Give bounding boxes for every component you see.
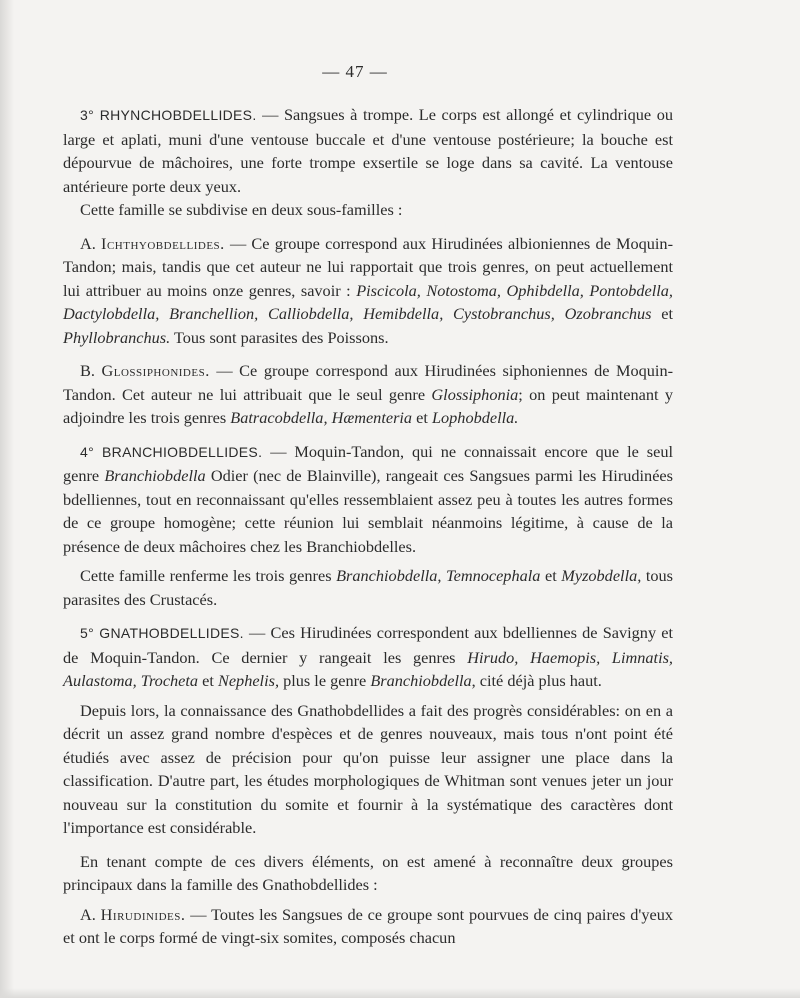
section-heading-branchiobdellides: 4° BRANCHIOBDELLIDES. [80, 443, 263, 460]
section-heading-rhynchobdellides: 3° RHYNCHOBDELLIDES. [80, 107, 257, 123]
paragraph-branchiobdellides-genera: Cette famille renferme les trois genres Branchiobdella, Temnocephala et Myzobdella, tous parasites des Crustacés. [63, 566, 674, 609]
genera-list: Piscicola, Notostoma, Ophibdella, Pontobdella, Dactylobdella, Branchellion, Calliobdella, Hemibdella, Cystobranchus, Ozobranchus [63, 280, 674, 323]
genera-list: Hirudo, Haemopis, Limnatis, Aulastoma, Trocheta [63, 647, 673, 690]
scan-edge-shadow [0, 0, 14, 998]
scan-bottom-shadow [0, 988, 800, 998]
subheading-glossiphonides: Glossiphonides. [101, 361, 210, 380]
genera-list: Branchiobdella, Temnocephala [336, 566, 541, 585]
body-text [63, 103, 673, 950]
paragraph-progress: Depuis lors, la connaissance des Gnathobdellides a fait des progrès considérables: on en a décrit un assez grand nombre d'espèces et de genres nouveaux, mais tous n'ont point été étudiés avec assez de précision pour qu'on puisse leur assigner une place dans la classification. D'autre part, les études morphologiques de Whitman sont venues jeter un jour nouveau sur la constitution du somite et fournir à la systématique des caractères dont l'importance est considérable. [63, 700, 673, 837]
paragraph-glossiphonides: B. Glossiphonides. — Ce groupe correspond aux Hirudinées siphoniennes de Moquin-Tandon. Cet auteur ne lui attribuait que le seul genre Glossiphonia; on peut maintenant y adjoindre les trois genres Batracobdella, Hæmenteria et Lophobdella. [63, 361, 673, 427]
paragraph-gnathobdellides: 5° GNATHOBDELLIDES. — Ces Hirudinées correspondent aux bdelliennes de Savigny et de Moquin-Tandon. Ce dernier y rangeait les genres Hirudo, Haemopis, Limnatis, Aulastoma, Trocheta et Nephelis, plus le genre Branchiobdella, cité déjà plus haut. [63, 623, 674, 690]
section-heading-gnathobdellides: 5° GNATHOBDELLIDES. [80, 625, 244, 641]
subheading-hirudinides: Hirudinides. [100, 904, 186, 924]
paragraph-rhynchobdellides: 3° RHYNCHOBDELLIDES. — Sangsues à trompe. Le corps est allongé et cylindrique ou large et aplati, muni d'une ventouse buccale et d'une ventouse postérieure; la bouche est dépourvue de mâchoires, une forte trompe exsertile se loge dans sa cavité. La ventouse antérieure porte deux yeux. [63, 105, 673, 196]
paragraph-ichthyobdellides: A. Ichthyobdellides. — Ce groupe correspond aux Hirudinées albioniennes de Moquin-Tandon; mais, tandis que cet auteur ne lui rapportait que trois genres, on peut actuellement lui attribuer au moins onze genres, savoir : Piscicola, Notostoma, Ophibdella, Pontobdella, Dactylobdella, Branchellion, Calliobdella, Hemibdella, Cystobranchus, Ozobranchus et Phyllobranchus. Tous sont parasites des Poissons. [63, 233, 674, 347]
genera-list: Batracobdella, Hæmenteria [230, 408, 413, 427]
page-number: — 47 — [322, 62, 388, 81]
paragraph-hirudinides: A. Hirudinides. — Toutes les Sangsues de ce groupe sont pourvues de cinq paires d'yeux et ont le corps formé de vingt-six somites, composés chacun [63, 904, 673, 947]
subheading-ichthyobdellides: Ichthyobdellides. [101, 233, 225, 253]
paragraph-subfamilies-intro: Cette famille se subdivise en deux sous-familles : [80, 200, 403, 219]
paragraph-two-groups: En tenant compte de ces divers éléments, on est amené à reconnaître deux groupes principaux dans la famille des Gnathobdellides : [63, 851, 673, 894]
paragraph-branchiobdellides: 4° BRANCHIOBDELLIDES. — Moquin-Tandon, qui ne connaissait encore que le seul genre Branchiobdella Odier (nec de Blainville), rangeait ces Sangsues parmi les Hirudinées bdelliennes, tout en reconnaissant qu'elles ressemblaient assez peu à toutes les autres formes de ce groupe homogène; cette réunion lui semblait néanmoins légitime, à cause de la présence de deux mâchoires chez les Branchiobdelles. [63, 441, 673, 556]
